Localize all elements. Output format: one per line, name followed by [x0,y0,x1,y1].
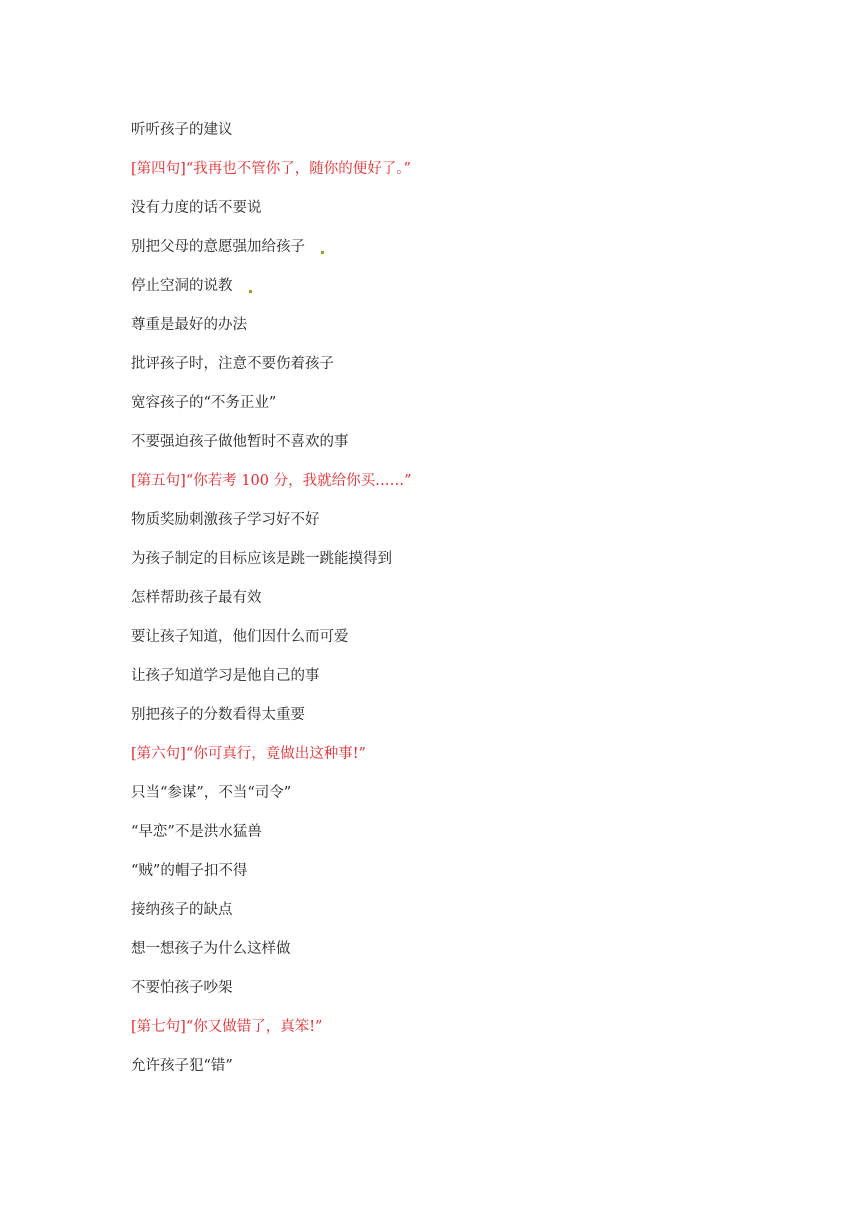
text-line: 别把孩子的分数看得太重要 [131,707,305,723]
text-line: 没有力度的话不要说 [131,200,262,216]
text-line: “早恋”不是洪水猛兽 [131,824,262,840]
text-line: 让孩子知道学习是他自己的事 [131,668,320,684]
edit-mark-icon [249,290,252,293]
text-line: 为孩子制定的目标应该是跳一跳能摸得到 [131,551,392,567]
section-heading: [第四句]“我再也不管你了，随你的便好了。” [131,161,411,177]
text-line: 不要怕孩子吵架 [131,980,233,996]
text-line: 允许孩子犯“错” [131,1058,233,1074]
text-line: 别把父母的意愿强加给孩子 [131,235,751,274]
text-line: 怎样帮助孩子最有效 [131,590,262,606]
text-line: 只当“参谋”，不当“司令” [131,785,292,801]
text-line: 停止空洞的说教 [131,274,751,313]
text-line: 要让孩子知道，他们因什么而可爱 [131,629,349,645]
text-line: 接纳孩子的缺点 [131,902,233,918]
text-line: 物质奖励刺激孩子学习好不好 [131,512,320,528]
text-line: 不要强迫孩子做他暂时不喜欢的事 [131,434,349,450]
text-line: 想一想孩子为什么这样做 [131,941,291,957]
text-line: 尊重是最好的办法 [131,317,247,333]
text-line: 宽容孩子的“不务正业” [131,395,277,411]
section-heading: [第七句]“你又做错了，真笨!” [131,1019,323,1035]
edit-mark-icon [321,251,324,254]
section-heading: [第六句]“你可真行，竟做出这种事!” [131,746,366,762]
text-line: 批评孩子时，注意不要伤着孩子 [131,356,334,372]
text-line: “贼”的帽子扣不得 [131,863,248,879]
text-line: 听听孩子的建议 [131,122,233,138]
document-body [131,118,751,1093]
section-heading: [第五句]“你若考 100 分，我就给你买……” [131,473,412,489]
